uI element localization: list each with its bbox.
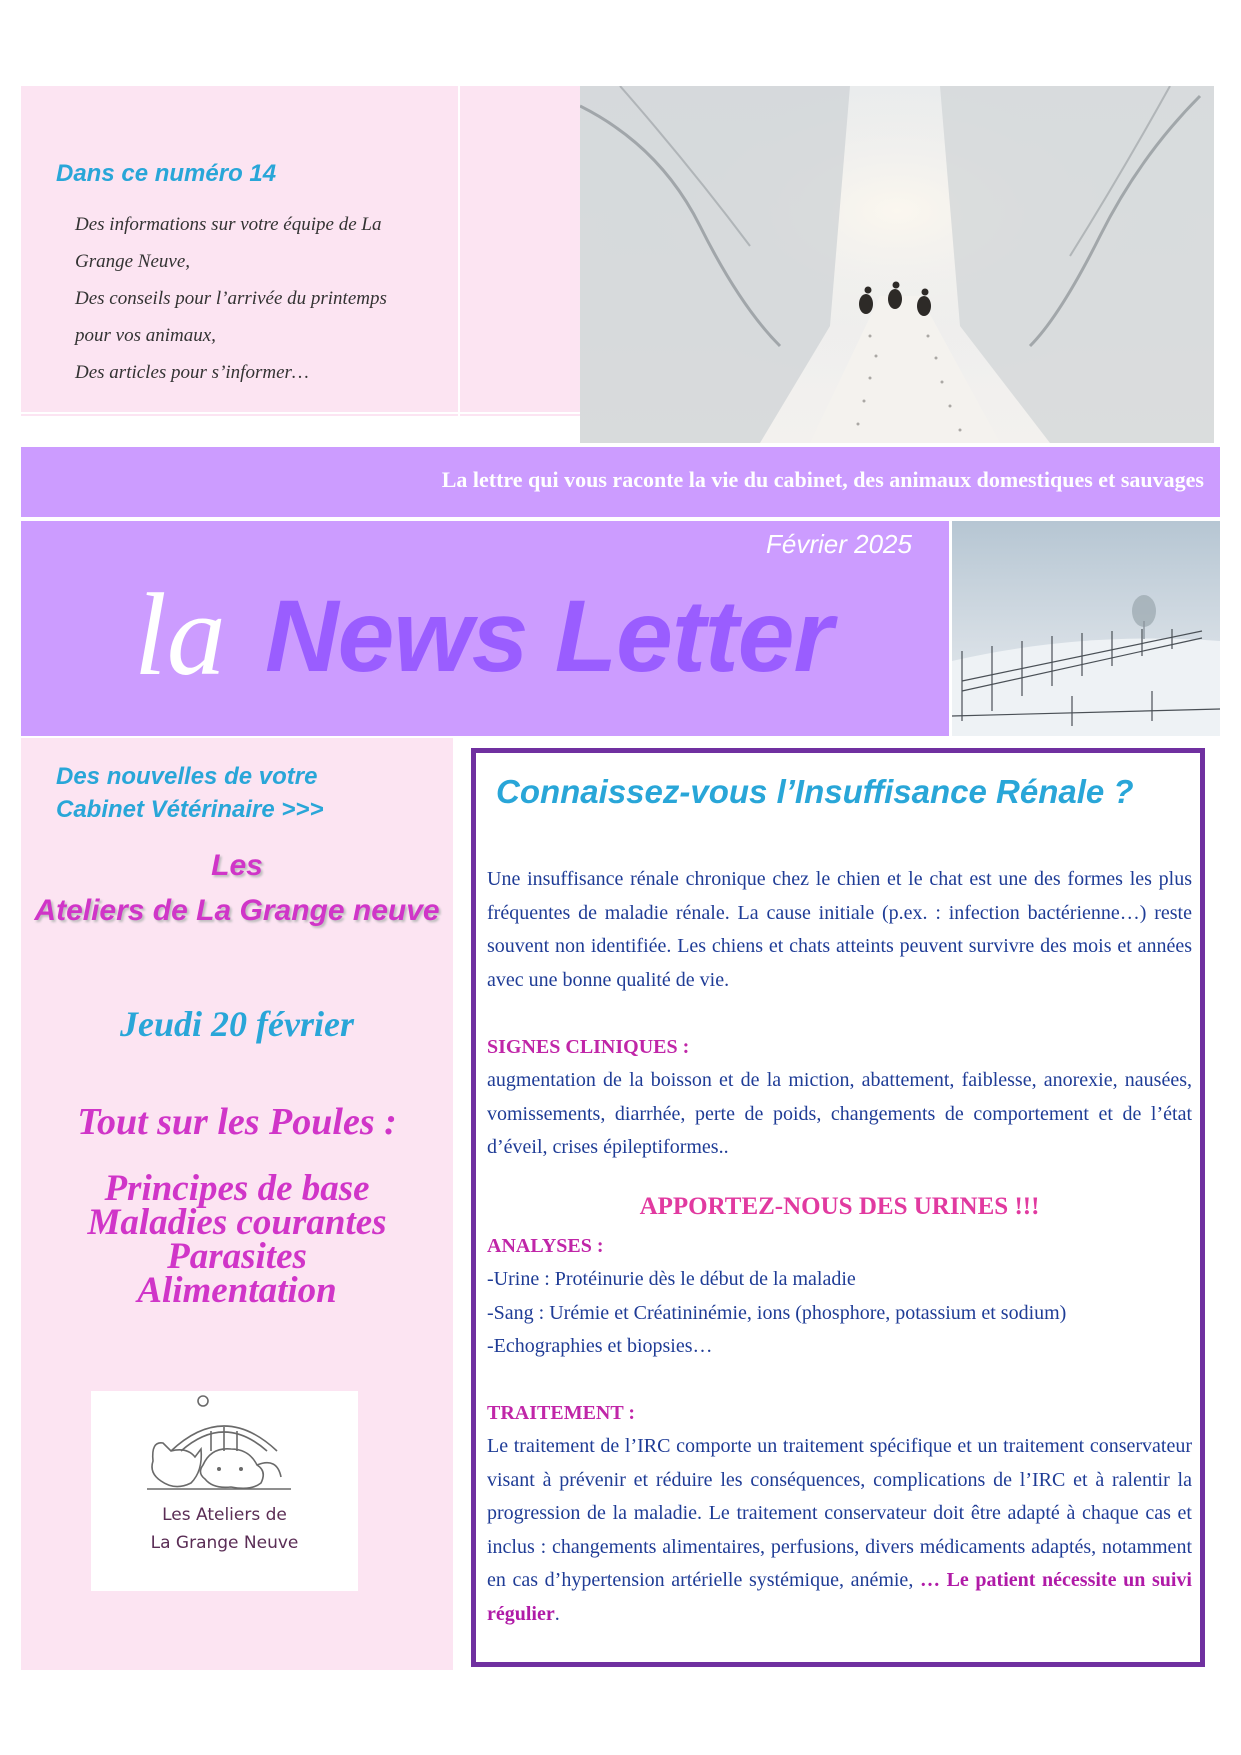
- tagline-band: [21, 447, 1220, 517]
- kidney-article: [471, 748, 1205, 1667]
- signes-heading: SIGNES CLINIQUES :: [487, 1036, 690, 1058]
- section-kicker: [56, 760, 323, 826]
- kicker-line: Des nouvelles de votre: [56, 763, 318, 790]
- traitement-end: .: [554, 1602, 560, 1625]
- topic-item: Maladies courantes: [87, 1202, 387, 1243]
- signes-body: augmentation de la boisson et de la miction, abattement, faiblesse, anorexie, nausées, vomissements, diarrhée, perte de poids, changements de comportement et de l’état d’éveil, crises épileptiformes..: [487, 1069, 1192, 1158]
- intro-title: Dans ce numéro 14: [56, 160, 277, 187]
- masthead-title: News Letter: [265, 579, 833, 693]
- issue-date: Février 2025: [766, 529, 912, 559]
- logo-text: [91, 1501, 358, 1557]
- heading-line: Les: [211, 849, 263, 882]
- analysis-item: -Urine : Protéinurie dès le début de la maladie: [487, 1268, 856, 1290]
- heading-line: Ateliers de La Grange neuve: [34, 894, 440, 927]
- topic-item: Parasites: [167, 1236, 307, 1277]
- logo-line: La Grange Neuve: [150, 1533, 299, 1553]
- event-topics: [21, 1168, 453, 1311]
- masthead-la: la: [134, 569, 226, 700]
- workshops-logo: [91, 1391, 358, 1591]
- divider: [458, 86, 460, 416]
- intro-line: pour vos animaux,: [75, 325, 216, 346]
- masthead: [21, 521, 949, 736]
- traitement-emphasis: … Le patient nécessite un suivi régulier: [487, 1569, 1192, 1625]
- divider: [21, 412, 580, 414]
- workshops-heading: [21, 843, 453, 933]
- cat-dog-logo-icon: [91, 1391, 358, 1501]
- logo-line: Les Ateliers de: [162, 1505, 287, 1525]
- analysis-item: -Echographies et biopsies…: [487, 1335, 713, 1357]
- traitement-body: [487, 1430, 1192, 1631]
- intro-line: Des informations sur votre équipe de La: [75, 214, 382, 235]
- article-title: Connaissez-vous l’Insuffisance Rénale ?: [496, 773, 1134, 810]
- clinic-news-panel: [21, 738, 453, 1670]
- kicker-line: Cabinet Vétérinaire >>>: [56, 796, 324, 823]
- tagline: La lettre qui vous raconte la vie du cabinet, des animaux domestiques et sauvages: [441, 467, 1204, 492]
- topic-item: Principes de base: [104, 1168, 370, 1209]
- intro-line: Grange Neuve,: [75, 251, 191, 272]
- winter-field-photo: [952, 521, 1220, 736]
- traitement-heading: TRAITEMENT :: [487, 1402, 635, 1424]
- intro-line: Des conseils pour l’arrivée du printemps: [75, 288, 387, 309]
- topic-item: Alimentation: [137, 1270, 337, 1311]
- analysis-item: -Sang : Urémie et Créatininémie, ions (phosphore, potassium et sodium): [487, 1301, 1067, 1324]
- article-intro: Une insuffisance rénale chronique chez le chien et le chat est une des formes les plus fréquentes de maladie rénale. La cause initiale (p.ex. : infection bactérienne…) reste souvent non identifiée. Les chiens et chats atteints peuvent survivre des mois et années avec une bonne qualité de vie.: [487, 868, 1192, 991]
- event-date: Jeudi 20 février: [120, 1004, 354, 1044]
- snowy-path-photo: [580, 86, 1214, 443]
- event-title: Tout sur les Poules :: [77, 1101, 397, 1143]
- intro-line: Des articles pour s’informer…: [75, 362, 309, 383]
- traitement-text: Le traitement de l’IRC comporte un traitement spécifique et un traitement conservateur visant à prévenir et réduire les conséquences, complications de l’IRC et à ralentir la progression de la maladie. Le traitement conservateur doit être adapté à chaque cas et inclus : changements alimentaires, perfusions, divers médicaments adaptés, notamment en cas d’hypertension artérielle systémique, anémie,: [487, 1435, 1192, 1591]
- intro-panel: [21, 86, 580, 416]
- intro-list: [75, 206, 435, 391]
- analyses-heading: ANALYSES :: [487, 1235, 604, 1257]
- analyses-list: [487, 1263, 1192, 1364]
- urines-callout: APPORTEZ-NOUS DES URINES !!!: [639, 1193, 1040, 1220]
